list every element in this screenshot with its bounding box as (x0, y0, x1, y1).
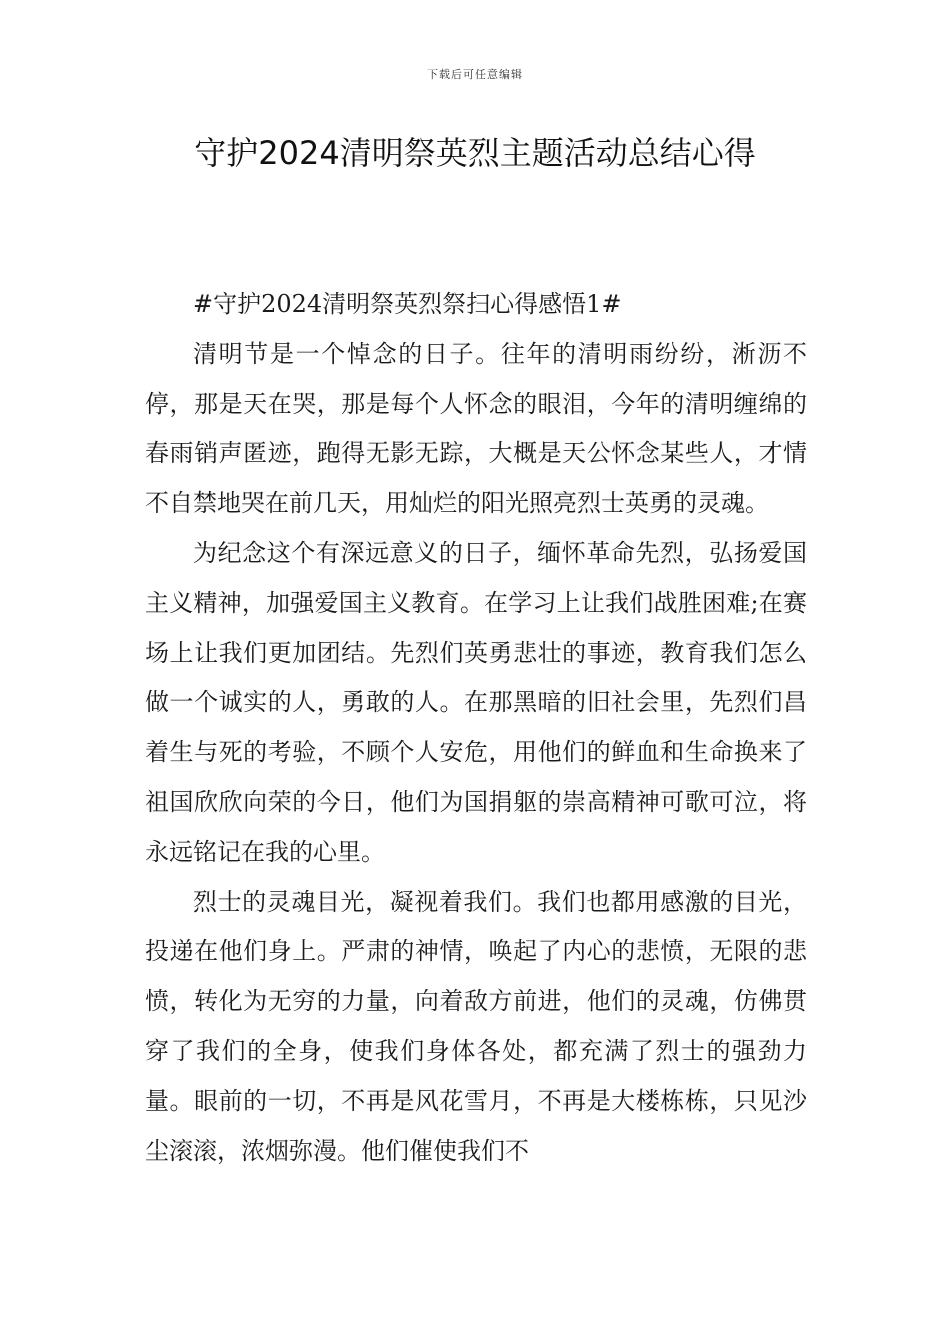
paragraph-3: 烈士的灵魂目光，凝视着我们。我们也都用感激的目光，投递在他们身上。严肃的神情，唤起了内心的悲愤，无限的悲愤，转化为无穷的力量，向着敌方前进，他们的灵魂，仿佛贯穿了我们的全身，使我们身体各处，都充满了烈士的强劲力量。眼前的一切，不再是风花雪月，不再是大楼栋栋，只见沙尘滚滚，浓烟弥漫。他们催使我们不 (145, 887, 807, 1165)
paragraph-1: 清明节是一个悼念的日子。往年的清明雨纷纷，淅沥不停，那是天在哭，那是每个人怀念的眼泪，今年的清明缠绵的春雨销声匿迹，跑得无影无踪，大概是天公怀念某些人，才情不自禁地哭在前几天，用灿烂的阳光照亮烈士英勇的灵魂。 (145, 339, 807, 518)
page-title: 守护2024清明祭英烈主题活动总结心得 (194, 134, 756, 172)
section-heading: #守护2024清明祭英烈祭扫心得感悟1# (193, 290, 622, 318)
header-note: 下载后可任意编辑 (427, 68, 523, 81)
document-body (145, 280, 807, 1176)
paragraph-2: 为纪念这个有深远意义的日子，缅怀革命先烈，弘扬爱国主义精神，加强爱国主义教育。在学习上让我们战胜困难;在赛场上让我们更加团结。先烈们英勇悲壮的事迹，教育我们怎么做一个诚实的人，勇敢的人。在那黑暗的旧社会里，先烈们昌着生与死的考验，不顾个人安危，用他们的鲜血和生命换来了祖国欣欣向荣的今日，他们为国捐躯的崇高精神可歌可泣，将永远铭记在我的心里。 (145, 538, 807, 866)
